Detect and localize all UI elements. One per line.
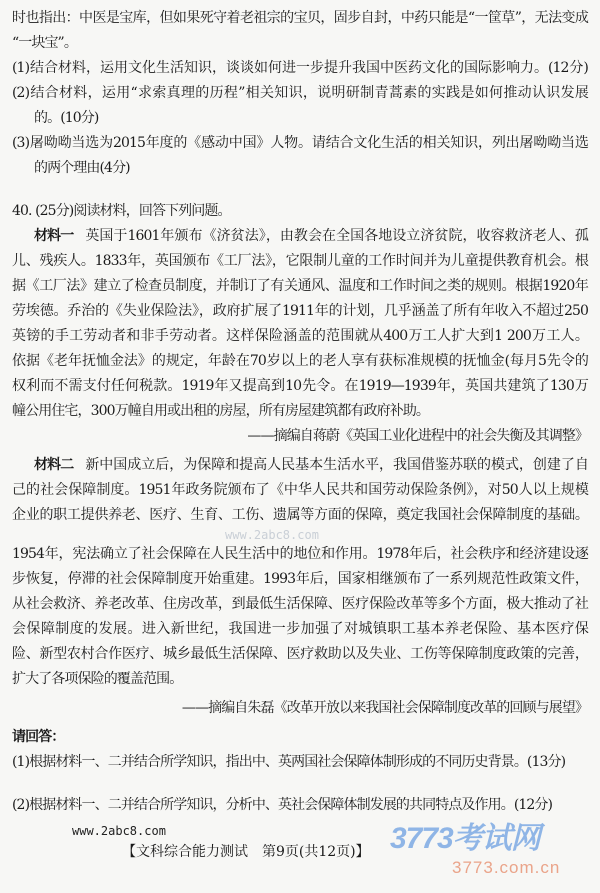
- material2-line: 步恢复，停滞的社会保障制度开始重建。1993年后，国家相继颁布了一系列规范性政策文件，: [12, 571, 588, 587]
- material1-line: 幢公用住宅，300万幢自用或出租的房屋，所有房屋建筑都有政府补助。: [12, 403, 430, 419]
- material1-line: 依据《老年抚恤金法》的规定，年龄在70岁以上的老人享有获标准规模的抚恤金(每月5先令的: [12, 353, 588, 369]
- material1-line: 据《工厂法》建立了检查员制度，并制订了有关通风、温度和工作时间之类的规则。根据1920年: [12, 278, 588, 294]
- material2-line: 1954年，宪法确立了社会保障在人民生活中的地位和作用。1978年后，社会秩序和经济建设逐: [12, 546, 588, 562]
- material2-line: 险、新型农村合作医疗、城乡最低生活保障、医疗救助以及失业、工伤等保障制度政策的完善，: [12, 646, 588, 662]
- material1-line: 劳埃德。乔治的《失业保险法》，政府扩展了1911年的计划，几乎涵盖了所有年收入不超过250: [12, 303, 588, 319]
- question-39-3-cont: 的两个理由(4分): [34, 160, 130, 176]
- material2-line: 会保障制度的发展。进入新世纪，我国进一步加强了对城镇职工基本养老保险、基本医疗保: [12, 621, 588, 637]
- question-39-2: (2)结合材料，运用“求索真理的历程”相关知识，说明研制青蒿素的实践是如何推动认识发展: [12, 85, 588, 101]
- site-logo: 3773考试网: [390, 822, 540, 855]
- material2-line: 己的社会保障制度。1951年政务院颁布了《中华人民共和国劳动保险条例》，对50人以上规模: [12, 482, 588, 498]
- question-40-2: (2)根据材料一、二并结合所学知识，分析中、英社会保障体制发展的共同特点及作用。(12分): [12, 797, 553, 813]
- material1-line: 英国于1601年颁布《济贫法》，由教会在全国各地设立济贫院，收容救济老人、孤: [85, 228, 588, 244]
- material1-line: 英镑的手工劳动者和非手劳动者。这样保险涵盖的范围就从400万工人扩大到1 200万工人。: [12, 328, 588, 344]
- question-40-1: (1)根据材料一、二并结合所学知识，指出中、英两国社会保障体制形成的不同历史背景。(13分): [12, 754, 566, 770]
- material2-label: 材料二: [34, 457, 74, 473]
- intro-line: 时也指出：中医是宝库，但如果死守着老祖宗的宝贝，固步自封，中药只能是“一筐草”，无法变成: [12, 10, 588, 26]
- material1-citation: ——摘编自蒋蔚《英国工业化进程中的社会失衡及其调整》: [247, 428, 588, 444]
- answer-prompt: 请回答：: [12, 729, 65, 745]
- page-bottom: [12, 822, 588, 884]
- material2-citation: ——摘编自朱磊《改革开放以来我国社会保障制度改革的回顾与展望》: [181, 700, 588, 716]
- question-39-1: (1)结合材料，运用文化生活知识，谈谈如何进一步提升我国中医药文化的国际影响力。(12分): [12, 60, 588, 76]
- material2-line: 新中国成立后，为保障和提高人民基本生活水平，我国借鉴苏联的模式，创建了自: [85, 457, 588, 473]
- material2-line: 从社会救济、养老改革、住房改革，到最低生活保障、医疗保险改革等多个方面，极大推动了社: [12, 596, 588, 612]
- material1-line: 权利而不需支付任何税款。1919年又提高到10先令。在1919—1939年，英国共建筑了130万: [12, 378, 588, 394]
- material2-line: 扩大了各项保险的覆盖范围。: [12, 671, 183, 687]
- page-footer: 【文科综合能力测试 第9页(共12页)】: [122, 844, 370, 860]
- material2-first-line: [12, 453, 588, 478]
- watermark-row: [12, 528, 588, 542]
- intro-line: “一块宝”。: [12, 35, 77, 51]
- site-logo-url: 3773.com.cn: [452, 858, 561, 877]
- material2-line: 企业的职工提供养老、医疗、生育、工伤、遗属等方面的保障，奠定我国社会保障制度的基础。: [12, 507, 588, 523]
- material1-label: 材料一: [34, 228, 74, 244]
- material1-first-line: [12, 224, 588, 249]
- watermark-text: www.2abc8.com: [225, 528, 319, 542]
- question-39-3: (3)屠呦呦当选为2015年度的《感动中国》人物。请结合文化生活的相关知识，列出屠呦呦当选: [12, 135, 588, 151]
- watermark-url: www.2abc8.com: [72, 824, 166, 838]
- question-40-header: 40. (25分)阅读材料，回答下列问题。: [12, 203, 231, 219]
- material1-line: 儿、残疾人。1833年，英国颁布《工厂法》，它限制儿童的工作时间并为儿童提供教育机会。根: [12, 253, 588, 269]
- question-39-2-cont: 的。(10分): [34, 110, 99, 126]
